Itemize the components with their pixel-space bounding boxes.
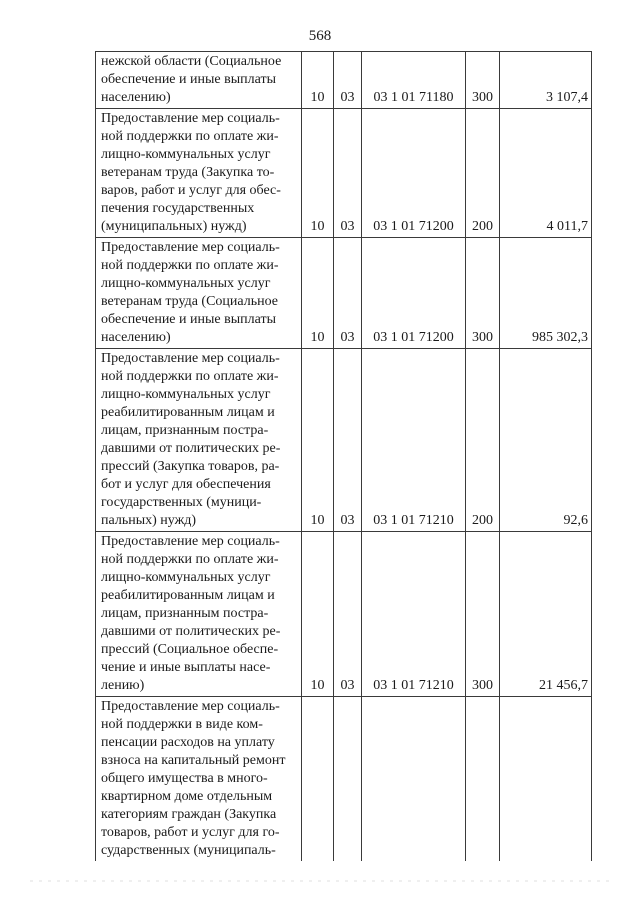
scan-artifact-line — [30, 880, 610, 882]
expense-type-code — [466, 697, 500, 862]
subsection-code: 03 — [334, 349, 362, 532]
section-code: 10 — [302, 238, 334, 349]
section-code: 10 — [302, 349, 334, 532]
target-article-code: 03 1 01 71210 — [362, 349, 466, 532]
expense-type-code: 200 — [466, 349, 500, 532]
amount — [500, 697, 592, 862]
table-row — [96, 697, 592, 862]
section-code: 10 — [302, 109, 334, 238]
row-name: нежской области (Социальное обеспечение и иные выплаты населению) — [96, 52, 302, 109]
expense-type-code: 300 — [466, 532, 500, 697]
row-name: Предоставление мер социаль- ной поддержки по оплате жи- лищно-коммунальных услуг ветеранам труда (Социальное обеспечение и иные выплаты населению) — [96, 238, 302, 349]
amount: 4 011,7 — [500, 109, 592, 238]
target-article-code: 03 1 01 71180 — [362, 52, 466, 109]
amount: 21 456,7 — [500, 532, 592, 697]
target-article-code: 03 1 01 71200 — [362, 109, 466, 238]
target-article-code: 03 1 01 71210 — [362, 532, 466, 697]
row-name: Предоставление мер социаль- ной поддержки в виде ком- пенсации расходов на уплату взноса на капитальный ремонт общего имущества в много- квартирном доме отдельным категориям граждан (Закупка товаров, работ и услуг для го- сударственных (муниципаль- — [96, 697, 302, 862]
subsection-code: 03 — [334, 238, 362, 349]
budget-table — [95, 51, 592, 861]
subsection-code: 03 — [334, 109, 362, 238]
section-code — [302, 697, 334, 862]
row-name: Предоставление мер социаль- ной поддержки по оплате жи- лищно-коммунальных услуг реабилитированным лицам и лицам, признанным постра- давшими от политических ре- прессий (Закупка товаров, ра- бот и услуг для обеспечения государственных (муници- пальных) нужд) — [96, 349, 302, 532]
expense-type-code: 300 — [466, 52, 500, 109]
row-name: Предоставление мер социаль- ной поддержки по оплате жи- лищно-коммунальных услуг ветеранам труда (Закупка то- варов, работ и услуг для обес- печения государственных (муниципальных) нужд) — [96, 109, 302, 238]
table-row — [96, 238, 592, 349]
subsection-code — [334, 697, 362, 862]
amount: 92,6 — [500, 349, 592, 532]
page-number: 568 — [308, 28, 332, 44]
section-code: 10 — [302, 52, 334, 109]
target-article-code: 03 1 01 71200 — [362, 238, 466, 349]
target-article-code — [362, 697, 466, 862]
subsection-code: 03 — [334, 532, 362, 697]
amount: 985 302,3 — [500, 238, 592, 349]
expense-type-code: 300 — [466, 238, 500, 349]
table-row — [96, 349, 592, 532]
table-row — [96, 109, 592, 238]
row-name: Предоставление мер социаль- ной поддержки по оплате жи- лищно-коммунальных услуг реабилитированным лицам и лицам, признанным постра- давшими от политических ре- прессий (Социальное обеспе- чение и иные выплаты насе- лению) — [96, 532, 302, 697]
table-row — [96, 52, 592, 109]
section-code: 10 — [302, 532, 334, 697]
table-row — [96, 532, 592, 697]
subsection-code: 03 — [334, 52, 362, 109]
amount: 3 107,4 — [500, 52, 592, 109]
expense-type-code: 200 — [466, 109, 500, 238]
